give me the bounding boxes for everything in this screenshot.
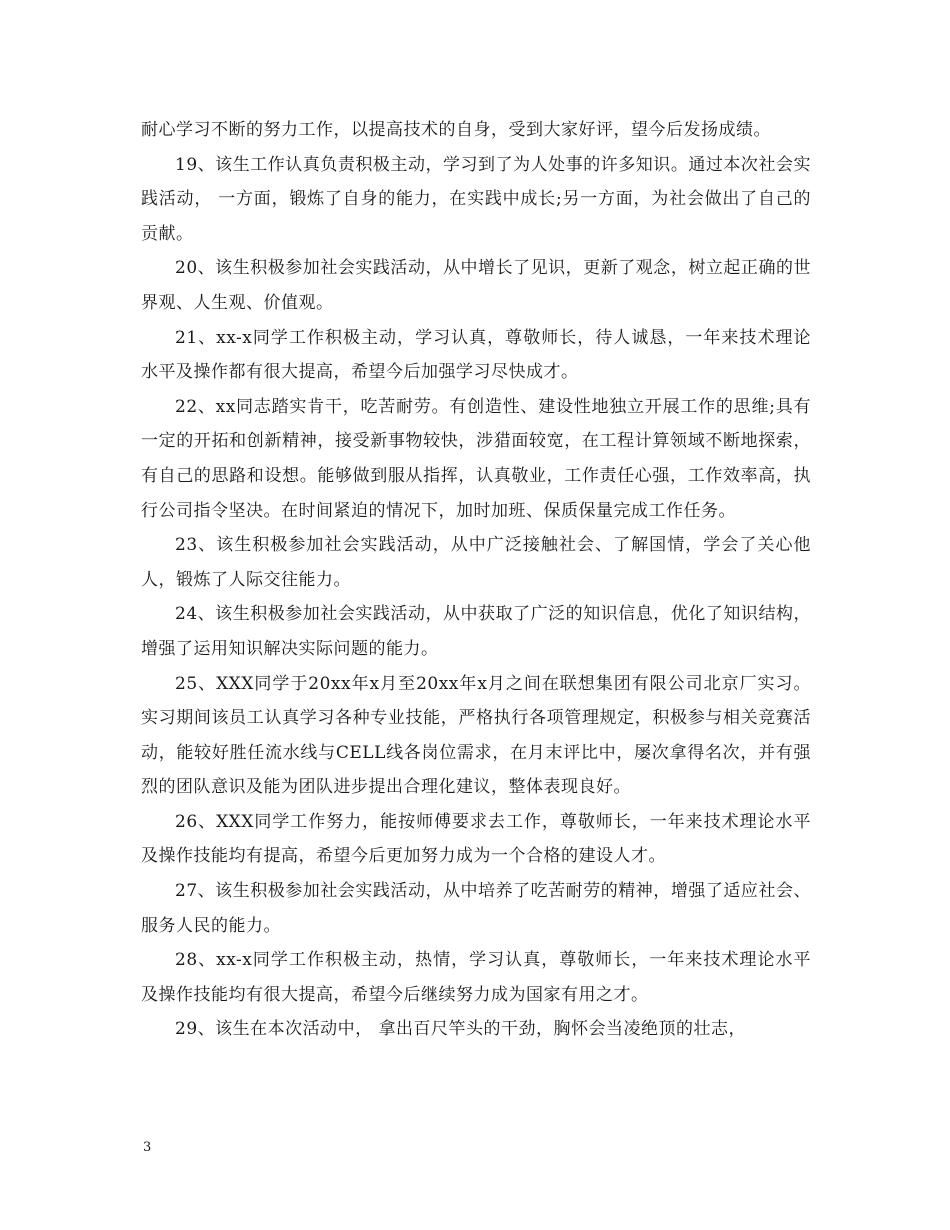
paragraph-26: 26、XXX同学工作努力，能按师傅要求去工作，尊敬师长，一年来技术理论水平及操作技能均有提高，希望今后更加努力成为一个合格的建设人才。: [141, 811, 811, 867]
paragraph-28: 28、xx-x同学工作积极主动，热情，学习认真，尊敬师长，一年来技术理论水平及操作技能均有很大提高，希望今后继续努力成为国家有用之才。: [141, 950, 811, 1005]
paragraph-27: 27、该生积极参加社会实践活动，从中培养了吃苦耐劳的精神，增强了适应社会、服务人民的能力。: [141, 881, 811, 936]
paragraph-20: 20、该生积极参加社会实践活动，从中增长了见识，更新了观念，树立起正确的世界观、人生观、价值观。: [141, 258, 811, 313]
paragraph-continuation: 耐心学习不断的努力工作，以提高技术的自身，受到大家好评，望今后发扬成绩。: [141, 120, 771, 140]
paragraph-29: 29、该生在本次活动中， 拿出百尺竿头的干劲，胸怀会当凌绝顶的壮志，: [175, 1019, 747, 1040]
page-number: 3: [143, 1140, 152, 1155]
paragraph-22: 22、xx同志踏实肯干，吃苦耐劳。有创造性、建设性地独立开展工作的思维;具有一定的开拓和创新精神，接受新事物较快，涉猎面较宽，在工程计算领域不断地探索，有自己的思路和设想。能够做到服从指挥，认真敬业，工作责任心强，工作效率高，执行公司指令坚决。在时间紧迫的情况下，加时加班、保质保量完成工作任务。: [141, 396, 811, 521]
document-body: [141, 113, 811, 1047]
paragraph-19: 19、该生工作认真负责积极主动，学习到了为人处事的许多知识。通过本次社会实践活动， 一方面，锻炼了自身的能力，在实践中成长;另一方面，为社会做出了自己的贡献。: [141, 154, 811, 244]
paragraph-24: 24、该生积极参加社会实践活动，从中获取了广泛的知识信息，优化了知识结构，增强了运用知识解决实际问题的能力。: [141, 604, 811, 659]
paragraph-21: 21、xx-x同学工作积极主动，学习认真，尊敬师长，待人诚恳，一年来技术理论水平及操作都有很大提高，希望今后加强学习尽快成才。: [141, 327, 811, 383]
paragraph-25: 25、XXX同学于20xx年x月至20xx年x月之间在联想集团有限公司北京厂实习。实习期间该员工认真学习各种专业技能，严格执行各项管理规定，积极参与相关竞赛活动，能较好胜任流水线与CELL线各岗位需求，在月末评比中，屡次拿得名次，并有强烈的团队意识及能为团队进步提出合理化建议，整体表现良好。: [141, 673, 811, 798]
paragraph-23: 23、该生积极参加社会实践活动，从中广泛接触社会、了解国情，学会了关心他人，锻炼了人际交往能力。: [141, 535, 811, 590]
